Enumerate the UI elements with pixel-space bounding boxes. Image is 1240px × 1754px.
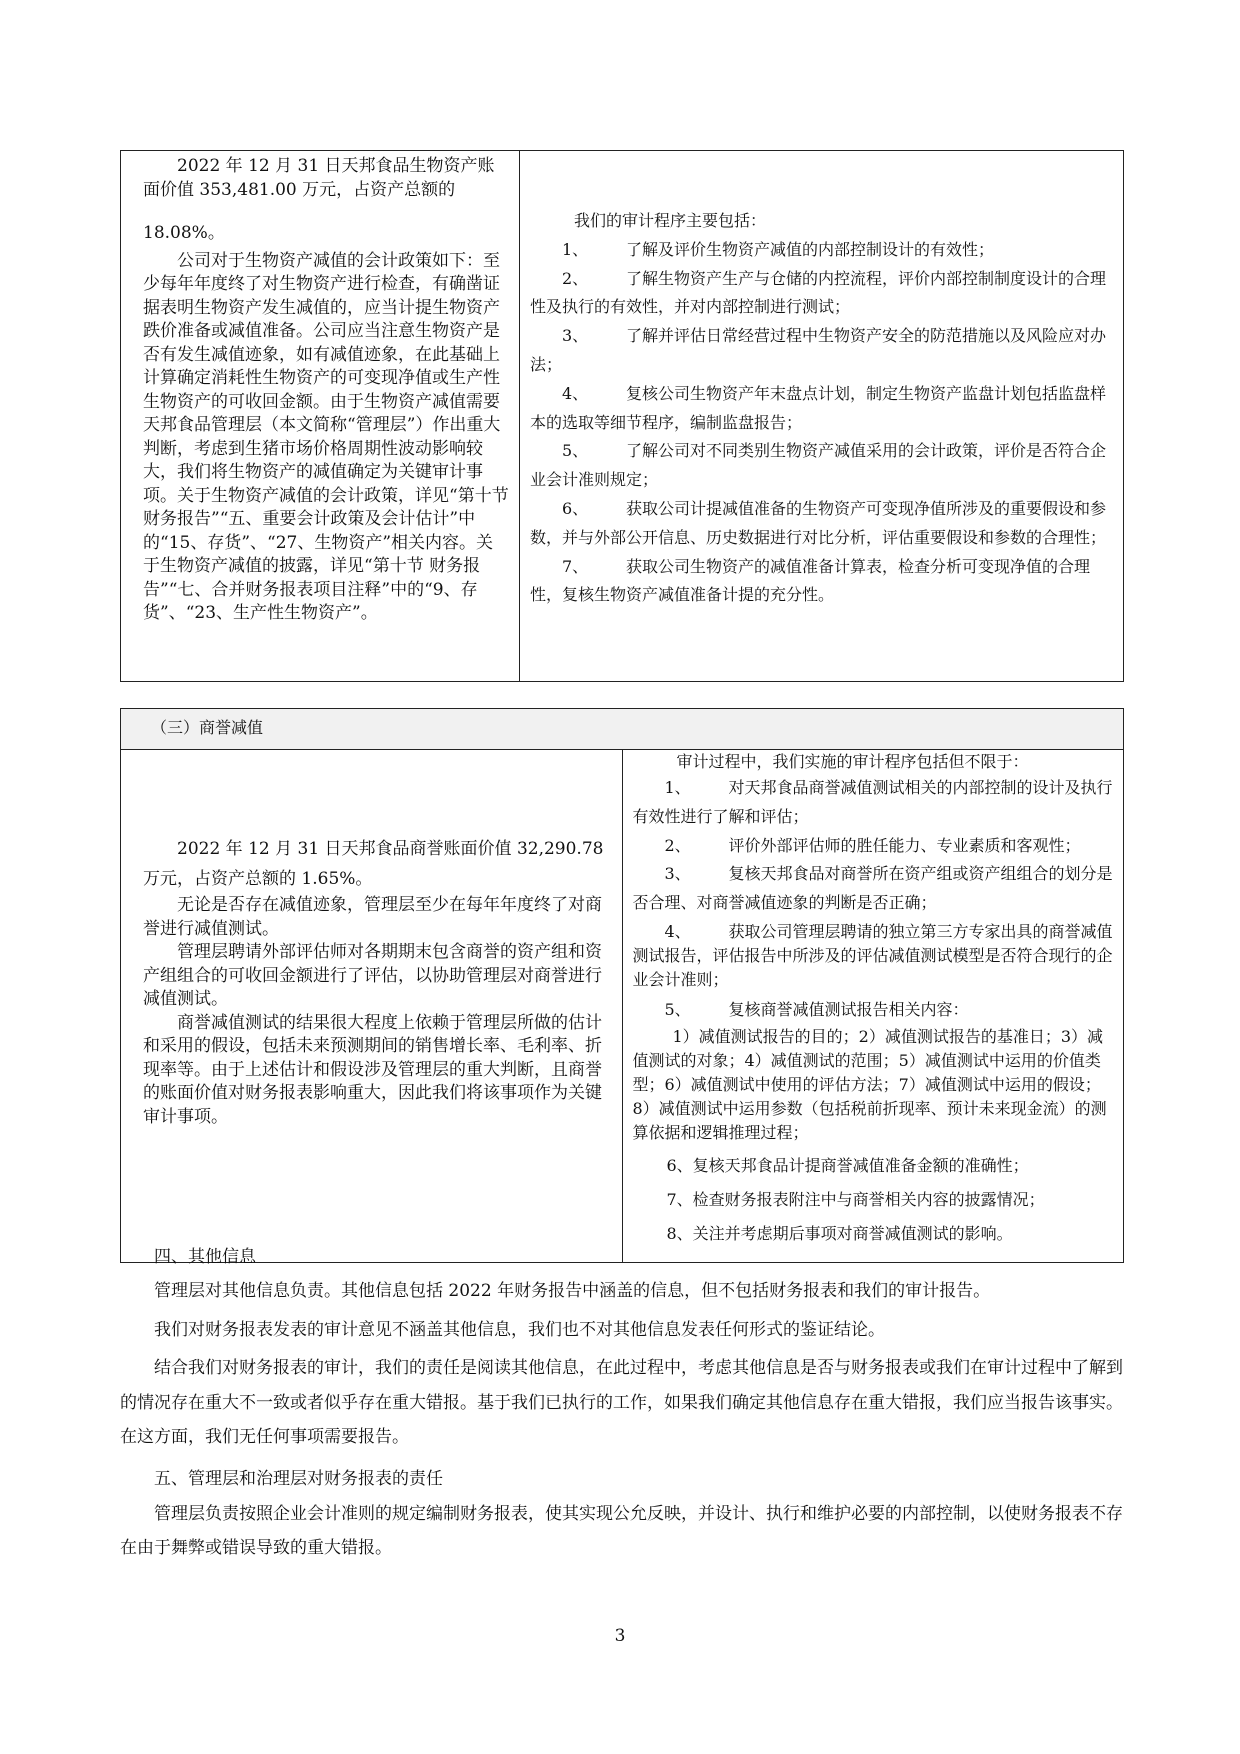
- goodwill-table: [120, 708, 1124, 1263]
- other-info-paragraph-3: 结合我们对财务报表的审计，我们的责任是阅读其他信息，在此过程中，考虑其他信息是否与财务报表或我们在审计过程中了解到的情况存在重大不一致或者似乎存在重大错报。基于我们已执行的工作，如果我们确定其他信息存在重大错报，我们应当报告该事实。在这方面，我们无任何事项需要报告。: [120, 1358, 1123, 1447]
- goodwill-step-5-detail: 1）减值测试报告的目的；2）减值测试报告的基准日；3）减值测试的对象；4）减值测试的范围；5）减值测试中运用的价值类型；6）减值测试中使用的评估方法；7）减值测试中运用的假设；8）减值测试中运用参数（包括税前折现率、预计未来现金流）的测算依据和逻辑推理过程；: [632, 1026, 1107, 1142]
- goodwill-step-4: 4、 获取公司管理层聘请的独立第三方专家出具的商誉减值测试报告，评估报告中所涉及的评估减值测试模型是否符合现行的企业会计准则；: [632, 921, 1113, 989]
- other-info-paragraph-2: 我们对财务报表发表的审计意见不涵盖其他信息，我们也不对其他信息发表任何形式的鉴证结论。: [154, 1319, 885, 1340]
- bio-asset-policy-text: 公司对于生物资产减值的会计政策如下：至少每年年度终了对生物资产进行检查，有确凿证据表明生物资产发生减值的，应当计提生物资产跌价准备或减值准备。公司应当注意生物资产是否有发生减值迹象，如有减值迹象，在此基础上计算确定消耗性生物资产的可变现净值或生产性生物资产的可收回金额。由于生物资产减值需要天邦食品管理层（本文简称“管理层”）作出重大判断，考虑到生猪市场价格周期性波动影响较大，我们将生物资产的减值确定为关键审计事项。关于生物资产减值的会计政策，详见“第十节 财务报告”“五、重要会计政策及会计估计”中的“15、存货”、“27、生物资产”相关内容。关于生物资产减值的披露，详见“第十节 财务报告”“七、合并财务报表项目注释”中的“9、存货”、“23、生产性生物资产”。: [143, 250, 509, 623]
- goodwill-value-text: 2022 年 12 月 31 日天邦食品商誉账面价值 32,290.78 万元，占资产总额的 1.65%。: [143, 839, 604, 889]
- goodwill-table-header: （三）商誉减值: [121, 709, 1124, 750]
- bio-step-6: 6、 获取公司计提减值准备的生物资产可变现净值所涉及的重要假设和参数，并与外部公开信息、历史数据进行对比分析，评估重要假设和参数的合理性；: [530, 498, 1107, 547]
- goodwill-step-2: 2、 评价外部评估师的胜任能力、专业素质和客观性；: [664, 835, 1081, 855]
- bio-asset-description-cell: [121, 151, 520, 682]
- bio-step-1: 1、 了解及评价生物资产减值的内部控制设计的有效性；: [562, 239, 995, 259]
- other-info-paragraph-1: 管理层对其他信息负责。其他信息包括 2022 年财务报告中涵盖的信息，但不包括财务报表和我们的审计报告。: [154, 1281, 991, 1301]
- goodwill-step-6: 6、复核天邦食品计提商誉减值准备金额的准确性；: [666, 1155, 1029, 1175]
- goodwill-procedures-lead: 审计过程中，我们实施的审计程序包括但不限于：: [676, 752, 1029, 771]
- other-info-section: [120, 1244, 1124, 1455]
- goodwill-step-7: 7、检查财务报表附注中与商誉相关内容的披露情况；: [666, 1189, 1045, 1209]
- goodwill-judgement-text: 商誉减值测试的结果很大程度上依赖于管理层所做的估计和采用的假设，包括未来预测期间的销售增长率、毛利率、折现率等。由于上述估计和假设涉及管理层的重大判断，且商誉的账面价值对财务报表影响重大，因此我们将该事项作为关键审计事项。: [143, 1012, 602, 1127]
- goodwill-step-3: 3、 复核天邦食品对商誉所在资产组或资产组组合的划分是否合理、对商誉减值迹象的判断是否正确；: [632, 864, 1113, 913]
- responsibility-paragraph: 管理层负责按照企业会计准则的规定编制财务报表，使其实现公允反映，并设计、执行和维护必要的内部控制，以使财务报表不存在由于舞弊或错误导致的重大错报。: [120, 1503, 1123, 1558]
- responsibility-section: [120, 1462, 1124, 1566]
- bio-step-5: 5、 了解公司对不同类别生物资产减值采用的会计政策，评价是否符合企业会计准则规定；: [530, 441, 1107, 490]
- bio-step-3: 3、 了解并评估日常经营过程中生物资产安全的防范措施以及风险应对办法；: [530, 326, 1107, 374]
- goodwill-test-text: 无论是否存在减值迹象，管理层至少在每年年度终了对商誉进行减值测试。: [143, 895, 602, 939]
- goodwill-step-5: 5、 复核商誉减值测试报告相关内容：: [664, 999, 969, 1019]
- goodwill-procedures-cell: [622, 750, 1124, 1263]
- bio-procedures-lead: 我们的审计程序主要包括：: [574, 211, 767, 230]
- bio-asset-table: [120, 150, 1124, 682]
- bio-asset-ratio-text: 18.08%。: [143, 223, 225, 243]
- responsibility-heading: 五、管理层和治理层对财务报表的责任: [154, 1469, 443, 1489]
- goodwill-step-8: 8、关注并考虑期后事项对商誉减值测试的影响。: [666, 1223, 1013, 1243]
- other-info-heading: 四、其他信息: [154, 1247, 256, 1267]
- goodwill-appraiser-text: 管理层聘请外部评估师对各期期末包含商誉的资产组和资产组组合的可收回金额进行了评估，以协助管理层对商誉进行减值测试。: [143, 942, 602, 1009]
- goodwill-description-cell: [121, 750, 623, 1263]
- page-number: 3: [614, 1626, 626, 1646]
- goodwill-step-1: 1、 对天邦食品商誉减值测试相关的内部控制的设计及执行有效性进行了解和评估；: [632, 778, 1113, 826]
- bio-step-2: 2、 了解生物资产生产与仓储的内控流程，评价内部控制制度设计的合理性及执行的有效性，并对内部控制进行测试；: [530, 268, 1107, 317]
- bio-step-7: 7、 获取公司生物资产的减值准备计算表，检查分析可变现净值的合理性，复核生物资产减值准备计提的充分性。: [530, 556, 1091, 605]
- bio-asset-value-text: 2022 年 12 月 31 日天邦食品生物资产账面价值 353,481.00 万元，占资产总额的: [143, 156, 495, 200]
- bio-step-4: 4、 复核公司生物资产年末盘点计划，制定生物资产监盘计划包括监盘样本的选取等细节程序，编制监盘报告；: [530, 383, 1107, 432]
- bio-asset-procedures-cell: [520, 151, 1124, 682]
